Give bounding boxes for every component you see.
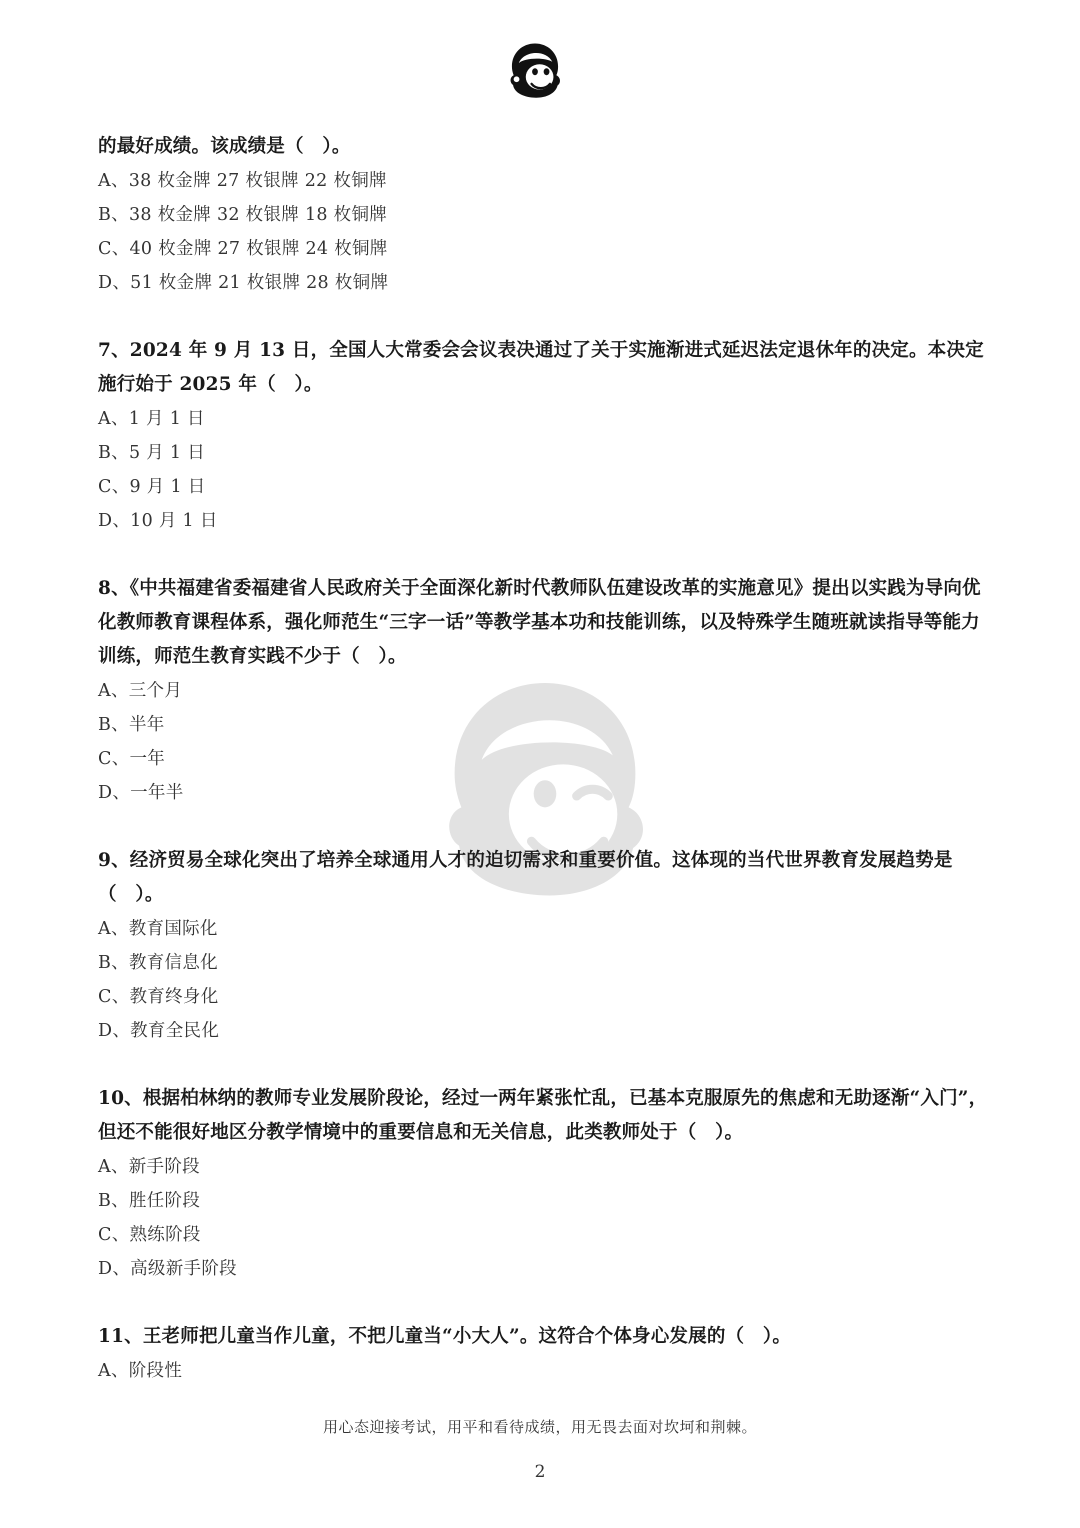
option-a: A、三个月 [98, 681, 183, 701]
option-list [98, 674, 988, 810]
spacer [98, 300, 988, 334]
question-stem: 8、《中共福建省委福建省人民政府关于全面深化新时代教师队伍建设改革的实施意见》提出以实践为导向优化教师教育课程体系，强化师范生“三字一话”等教学基本功和技能训练，以及特殊学生随班就读指导等能力训练，师范生教育实践不少于（ ）。 [98, 578, 981, 667]
option-b: B、胜任阶段 [98, 1191, 201, 1211]
option-d: D、一年半 [98, 783, 184, 803]
option-d: D、10 月 1 日 [98, 511, 218, 531]
question-stem: 的最好成绩。该成绩是（ ）。 [98, 136, 351, 157]
question-item [98, 844, 988, 1048]
option-c: C、40 枚金牌 27 枚银牌 24 枚铜牌 [98, 239, 388, 259]
question-item [98, 1320, 988, 1388]
page-number: 2 [534, 1462, 546, 1482]
question-stem: 10、根据柏林纳的教师专业发展阶段论，经过一两年紧张忙乱，已基本克服原先的焦虑和无助逐渐“入门”，但还不能很好地区分教学情境中的重要信息和无关信息，此类教师处于（ ）。 [98, 1088, 988, 1143]
question-stem: 11、王老师把儿童当作儿童，不把儿童当“小大人”。这符合个体身心发展的（ ）。 [98, 1326, 792, 1347]
question-item [98, 334, 988, 538]
option-list [98, 164, 988, 300]
option-b: B、5 月 1 日 [98, 443, 206, 463]
spacer [98, 810, 988, 844]
spacer [98, 538, 988, 572]
option-c: C、熟练阶段 [98, 1225, 201, 1245]
option-list [98, 402, 988, 538]
question-list [98, 130, 988, 1388]
option-list [98, 1150, 988, 1286]
option-b: B、38 枚金牌 32 枚银牌 18 枚铜牌 [98, 205, 388, 225]
option-list [98, 912, 988, 1048]
option-d: D、高级新手阶段 [98, 1259, 237, 1279]
option-list [98, 1354, 988, 1388]
question-item [98, 572, 988, 810]
spacer [98, 1286, 988, 1320]
option-d: D、教育全民化 [98, 1021, 220, 1041]
option-a: A、新手阶段 [98, 1157, 200, 1177]
spacer [98, 1048, 988, 1082]
question-stem: 7、2024 年 9 月 13 日，全国人大常委会会议表决通过了关于实施渐进式延迟法定退休年的决定。本决定施行始于 2025 年（ ）。 [98, 340, 984, 395]
option-c: C、教育终身化 [98, 987, 219, 1007]
option-c: C、9 月 1 日 [98, 477, 206, 497]
option-a: A、38 枚金牌 27 枚银牌 22 枚铜牌 [98, 171, 387, 191]
option-d: D、51 枚金牌 21 枚银牌 28 枚铜牌 [98, 273, 389, 293]
option-c: C、一年 [98, 749, 166, 769]
monkey-logo-icon [506, 40, 564, 100]
question-item [98, 130, 988, 300]
option-b: B、半年 [98, 715, 165, 735]
question-stem: 9、经济贸易全球化突出了培养全球通用人才的迫切需求和重要价值。这体现的当代世界教育发展趋势是（ ）。 [98, 850, 953, 905]
option-a: A、1 月 1 日 [98, 409, 205, 429]
option-b: B、教育信息化 [98, 953, 218, 973]
question-item [98, 1082, 988, 1286]
option-a: A、阶段性 [98, 1361, 183, 1381]
option-a: A、教育国际化 [98, 919, 218, 939]
footer-motto: 用心态迎接考试，用平和看待成绩，用无畏去面对坎坷和荆棘。 [322, 1418, 757, 1436]
